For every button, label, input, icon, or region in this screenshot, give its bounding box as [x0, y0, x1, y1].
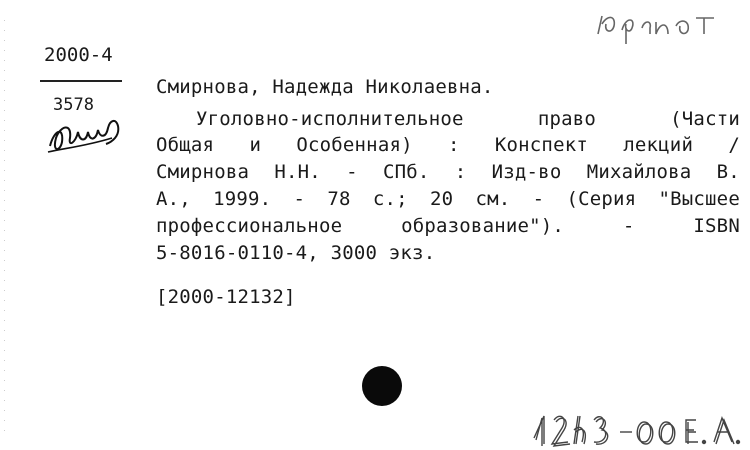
publication-word: Михайлова	[586, 161, 692, 183]
handwritten-note-top	[592, 8, 722, 48]
title-word: Уголовно-исполнительное	[196, 108, 464, 130]
title-line-1	[196, 108, 740, 130]
publication-word: Н.Н.	[274, 161, 321, 183]
publication-word: 78	[327, 188, 351, 210]
isbn-line: 5-8016-0110-4, 3000 экз.	[156, 242, 436, 264]
publication-word: В.	[716, 161, 740, 183]
author-line: Смирнова, Надежда Николаевна.	[156, 76, 494, 98]
registration-number: [2000-12132]	[156, 286, 296, 308]
publication-word: 20	[429, 188, 454, 210]
publication-word: Смирнова	[156, 161, 250, 183]
title-word: :	[447, 134, 460, 156]
publication-word: -	[532, 188, 545, 210]
left-margin-dots	[4, 0, 5, 450]
title-word: /	[728, 134, 740, 156]
publication-word: А.,	[156, 188, 191, 210]
title-word: Общая	[156, 134, 215, 156]
series-word: ISBN	[693, 215, 740, 237]
publication-word: с.;	[372, 188, 408, 210]
publication-word: СПб.	[382, 161, 430, 183]
series-word: -	[622, 215, 635, 237]
title-word: и	[249, 134, 262, 156]
publication-word: см.	[475, 188, 511, 210]
series-word: образование").	[401, 215, 565, 237]
call-number: 2000-4	[44, 44, 113, 66]
title-word: лекций	[623, 134, 694, 156]
publication-word: 1999.	[213, 188, 272, 210]
title-word: Конспект	[494, 134, 588, 156]
punch-hole	[362, 366, 402, 406]
handwritten-note-bottom	[528, 408, 743, 450]
publication-line-1	[156, 161, 740, 183]
title-word: (Части	[670, 108, 740, 130]
handwritten-note-left	[46, 108, 126, 158]
title-word: право	[537, 108, 597, 130]
publication-word: -	[346, 161, 358, 183]
divider-line	[40, 80, 122, 82]
shelf-number: 3578	[53, 95, 94, 115]
publication-word: (Серия	[566, 188, 637, 210]
publication-word: -	[293, 188, 306, 210]
title-word: Особенная)	[296, 134, 413, 156]
series-line	[156, 215, 740, 237]
publication-word: :	[454, 161, 467, 183]
publication-word: Изд-во	[491, 161, 562, 183]
publication-word: "Высшее	[658, 188, 740, 210]
publication-line-2	[156, 188, 740, 210]
title-line-2	[156, 134, 740, 156]
series-word: профессиональное	[156, 215, 343, 237]
